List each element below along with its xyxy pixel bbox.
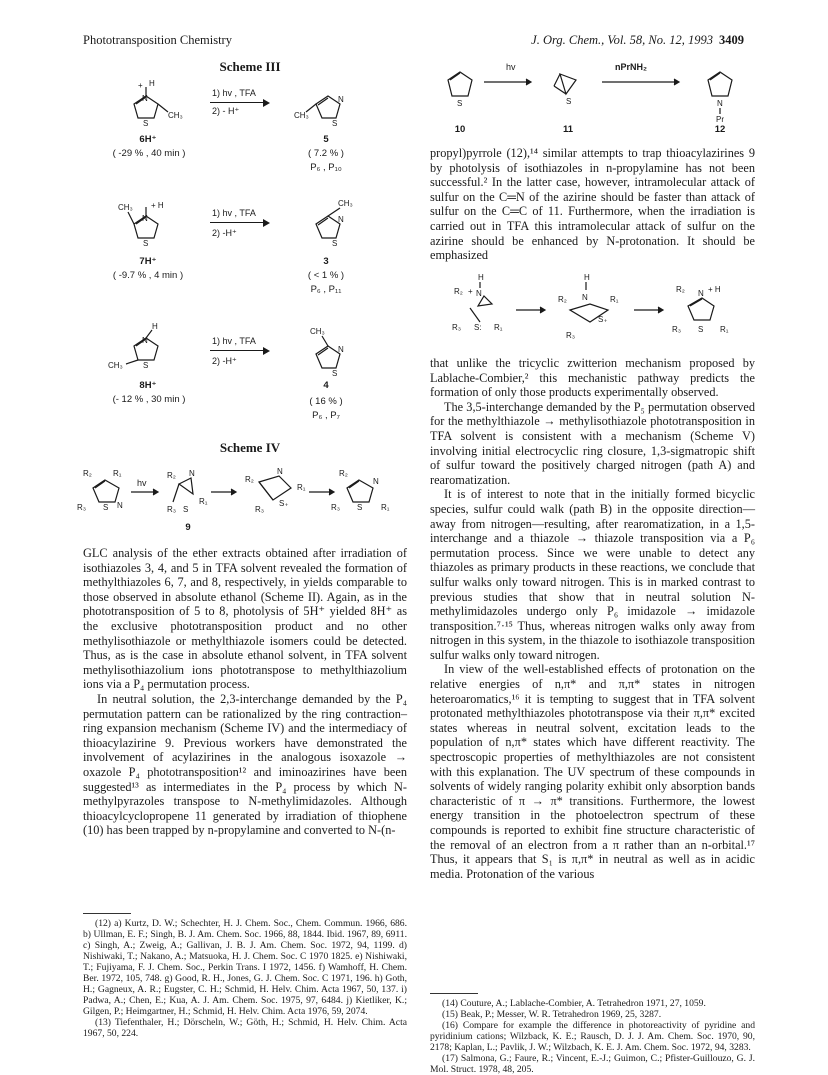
yield-8H-plus: (- 12 % , 30 min ) [112, 394, 186, 405]
label-9: 9 [185, 522, 191, 533]
svg-text:R₃: R₃ [452, 323, 462, 332]
footnotes-right [430, 998, 755, 1075]
structure-3 [292, 198, 362, 248]
label-5: 5 [323, 134, 329, 145]
svg-text:S₊: S₊ [598, 315, 608, 324]
svg-text:CH₃: CH₃ [108, 361, 123, 370]
svg-text:N: N [277, 467, 283, 476]
svg-text:CH₃: CH₃ [168, 111, 183, 120]
svg-text:R₁: R₁ [610, 295, 619, 304]
svg-text:R₂: R₂ [245, 475, 254, 484]
svg-text:N: N [476, 289, 482, 298]
svg-text:R₁: R₁ [720, 325, 729, 334]
svg-text:R₂: R₂ [558, 295, 567, 304]
scheme-iv-structures [77, 460, 408, 530]
scheme-iii-cond-1a: 1) hv , TFA [212, 88, 256, 98]
svg-text:N: N [338, 215, 344, 224]
right-paragraph: It is of interest to note that in the initially formed bicyclic species, sulfur could walk (path B) in the opposite direction—away from nitrogen—resulting, after rearomatization, in a 1,5-interchange and a thiazole → thiazole transposition via a P₆ permutation process. Since we were unable to detect any thiazoles as primary products in these reactions, we conclude that sulfur walks only toward nitrogen. This is in marked contrast to previous studies that show that in neutral solution N-methylimidazoles undergo only P₆ imidazole → imidazole transposition.⁷·¹⁵ Thus, whereas nitrogen walks only away from nitrogen in this system, in the thiazole to isothiazole transposition sulfur walks only toward nitrogen. [430, 487, 755, 662]
scheme-iii-arrow-3 [210, 350, 268, 351]
footnote: (17) Salmona, G.; Faure, R.; Vincent, E.-J.; Guimon, C.; Pfister-Guillouzo, G. J. Mol. Struct. 1978, 48, 205. [430, 1053, 755, 1075]
page-number: 3409 [719, 33, 744, 47]
structure-4 [292, 328, 362, 378]
svg-text:Pr: Pr [716, 115, 724, 124]
footnote: (16) Compare for example the difference in photoreactivity of pyridine and pyridinium cations; Wilzback, K. E.; Rausch, D. J. J. Am. Chem. Soc. 1970, 90, 2178; Kaplan, L.; Pavlik, J. W.; Wilzbach, K. E. J. Am. Chem. Soc. 1972, 94, 3283. [430, 1020, 755, 1053]
svg-text:N: N [117, 501, 123, 510]
svg-text:+: + [468, 287, 473, 296]
svg-text:R₃: R₃ [167, 505, 177, 514]
svg-text:CH₃: CH₃ [310, 327, 325, 336]
svg-text:N: N [338, 345, 344, 354]
svg-text:N: N [582, 293, 588, 302]
svg-text:R₃: R₃ [672, 325, 682, 334]
scheme-iii-cond-2a: 1) hv , TFA [212, 208, 256, 218]
svg-text:N: N [698, 289, 704, 298]
svg-text:S: S [143, 239, 149, 248]
yield-5: ( 7.2 % ) [308, 148, 344, 159]
label-3: 3 [323, 256, 329, 267]
footnote-rule-right [430, 993, 478, 994]
footnote-rule-left [83, 913, 131, 914]
svg-text:R₂: R₂ [676, 285, 685, 294]
left-paragraph: GLC analysis of the ether extracts obtained after irradiation of isothiazoles 3, 4, and 5 in TFA solvent revealed the formation of methylthiazoles 6, 7, and 8, respectively, in yields comparable to those observed in absolute ethanol (Scheme II). Again, as in the phototransposition of 5 to 8, photolysis of 5H⁺ yielded 8H⁺ as the exclusive phototransposition product and no other methylisothiazole or methylthiazole isomers could be detected. Thus, as is the case in absolute ethanol solvent, in TFA solvent methylisothiazolium ions phototranspose to methylthiazolium ions via a P₄ permutation process. [83, 546, 407, 692]
label-10: 10 [454, 124, 466, 135]
svg-text:R₂: R₂ [167, 471, 176, 480]
svg-text:S: S [143, 361, 149, 370]
svg-text:R₁: R₁ [297, 483, 306, 492]
footnote: (13) Tiefenthaler, H.; Dörscheln, W.; Göth, H.; Schmid, H. Helv. Chim. Acta 1967, 50, 224. [83, 1017, 407, 1039]
svg-text:H: H [149, 79, 155, 88]
scheme-iii-title: Scheme III [219, 59, 281, 74]
svg-text:R₁: R₁ [199, 497, 208, 506]
yield-3: ( < 1 % ) [307, 270, 345, 281]
yield-7H-plus: ( -9.7 % , 4 min ) [112, 270, 184, 281]
scheme-iii-cond-2b: 2) -H⁺ [212, 228, 237, 238]
label-4: 4 [323, 380, 329, 391]
running-head-right [531, 33, 744, 48]
svg-text:N: N [338, 95, 344, 104]
svg-text:S₊: S₊ [279, 499, 289, 508]
svg-text:CH₃: CH₃ [294, 111, 309, 120]
svg-text:H: H [152, 322, 158, 331]
protonated-azirine-scheme [440, 270, 750, 350]
thiophene-scheme [430, 56, 755, 126]
svg-text:CH₃: CH₃ [118, 203, 133, 212]
svg-text:N: N [142, 94, 148, 103]
scheme-iii-arrow-1 [210, 102, 268, 103]
svg-text:S: S [103, 503, 109, 512]
svg-text:R₁: R₁ [381, 503, 390, 512]
right-paragraph: In view of the well-established effects of protonation on the relative energies of n,π* and π,π* states in nitrogen heteroaromatics,¹⁶ it is tempting to suggest that in TFA solvent protonated methylthiazoles phototranspose via their π,π* excited states whereas in neutral solvent, excitation leads to the population of n,π* states which have different reactivity. The spectroscopic properties of methylthiazoles are not consistent with this explanation. The UV spectrum of these compounds in solvents of widely ranging polarity exhibit only absorption bands characteristic of π → π* transitions. Furthermore, the lowest energy transition in the photoelectron spectrum of these compounds is reported to exhibit fine structure characteristic of the removal of an electron from a π rather than an n-orbital.¹⁷ Thus, it appears that S₁ is π,π* in neutral as well as in acidic media. Protonation of the various [430, 662, 755, 881]
svg-text:N: N [189, 469, 195, 478]
footnotes-left [83, 918, 407, 1039]
svg-text:H: H [478, 273, 484, 282]
hv-label-top: hv [506, 62, 516, 72]
structure-8H-plus [108, 320, 188, 370]
label-11: 11 [562, 124, 574, 135]
svg-text:+ H: + H [151, 201, 164, 210]
svg-text:S: S [457, 99, 463, 108]
svg-text:N: N [142, 336, 148, 345]
scheme-iii-arrow-2 [210, 222, 268, 223]
svg-text:R₂: R₂ [454, 287, 463, 296]
left-column-text [83, 546, 407, 838]
structure-5 [292, 78, 362, 128]
svg-text:S:: S: [474, 323, 482, 332]
perm-3: P₆ , P₁₁ [310, 284, 342, 295]
right-column-text-top [430, 146, 755, 263]
svg-text:R₃: R₃ [566, 331, 576, 340]
structure-7H-plus [118, 198, 188, 248]
svg-text:R₂: R₂ [83, 469, 92, 478]
label-7H-plus: 7H⁺ [139, 256, 157, 267]
scheme-iii-cond-1b: 2) - H⁺ [212, 106, 240, 116]
yield-4: ( 16 % ) [309, 396, 343, 407]
scheme-iv-hv: hv [137, 478, 147, 488]
right-column-text-bottom [430, 356, 755, 881]
scheme-iii-cond-3a: 1) hv , TFA [212, 336, 256, 346]
scheme-iii-cond-3b: 2) -H⁺ [212, 356, 237, 366]
perm-5: P₆ , P₁₀ [310, 162, 342, 173]
svg-text:N: N [142, 214, 148, 223]
right-paragraph: The 3,5-interchange demanded by the P₅ permutation observed for the methylthiazole → methylisothiazole phototransposition in TFA solvent is consistent with a mechanism (Scheme V) involving initial electrocyclic ring closure, 1,3-sigmatropic shift of sulfur toward the positively charged nitrogen (path A) and rearomatization. [430, 399, 755, 487]
svg-text:S: S [143, 119, 149, 128]
svg-text:R₃: R₃ [77, 503, 87, 512]
reagent-label-top: nPrNH₂ [615, 62, 648, 72]
svg-text:R₃: R₃ [331, 503, 341, 512]
footnote: (15) Beak, P.; Messer, W. R. Tetrahedron 1969, 25, 3287. [442, 1009, 662, 1020]
svg-text:S: S [332, 239, 338, 248]
svg-text:S: S [566, 97, 572, 106]
footnote: (12) a) Kurtz, D. W.; Schechter, H. J. Chem. Soc., Chem. Commun. 1966, 686. b) Ullman, E. F.; Singh, B. J. Am. Chem. Soc. 1966, 88, 1844. Ibid. 1967, 89, 6911. c) Singh, A.; Zweig, A.; Gallivan, J. B. J. Am. Chem. Soc. 1972, 94, 1199. d) Nishiwaki, T.; Nakano, A.; Matsuoka, H. J. Chem. Soc. C 1970 1825. e) Nishiwaki, T.; Fujiyama, F. J. Chem. Soc., Perkin Trans. I 1972, 1456. f) Wamhoff, H. Chem. Ber. 1972, 105, 748. g) Good, R. H., Jones, G. J. Chem. Soc. C 1971, 196. h) Goth, H.; Gagneux, A. R.; Eugster, C. H.; Schmid, H. Helv. Chim. Acta 1967, 50, 137. i) Padwa, A.; Chen, E.; Kua, A. J. Am. Chem. Soc. 1975, 97, 6484. j) Kietliker, K.; Gilgen, P.; Heimgartner, H.; Schmid, H. Helv. Chim. Acta 1976, 59, 2074. [83, 918, 407, 1017]
structure-6H-plus [118, 78, 188, 128]
label-12: 12 [714, 124, 726, 135]
svg-text:R₁: R₁ [494, 323, 503, 332]
svg-text:N: N [717, 99, 723, 108]
svg-text:S: S [332, 119, 338, 128]
journal-citation: J. Org. Chem., Vol. 58, No. 12, 1993 [531, 33, 713, 47]
svg-text:S: S [698, 325, 704, 334]
svg-text:H: H [584, 273, 590, 282]
yield-6H-plus: ( -29 % , 40 min ) [112, 148, 186, 159]
svg-text:+: + [138, 81, 143, 90]
svg-text:CH₃: CH₃ [338, 199, 353, 208]
svg-text:R₃: R₃ [255, 505, 265, 514]
label-6H-plus: 6H⁺ [139, 134, 157, 145]
perm-4: P₆ , P₇ [312, 410, 340, 421]
svg-text:N: N [373, 477, 379, 486]
svg-text:R₂: R₂ [339, 469, 348, 478]
svg-text:S: S [357, 503, 363, 512]
svg-text:S: S [332, 369, 338, 378]
right-paragraph: propyl)pyrrole (12),¹⁴ similar attempts to trap thioacylazirines 9 by photolysis of isothiazoles in n-propylamine has not been successful.² In the latter case, however, intramolecular attack of sulfur on the C═N of the azirine should be faster than attack of sulfur on the C═C of 11. Furthermore, when the irradiation is carried out in TFA this intramolecular attack of sulfur on the azirine should be enhanced by N-protonation. It should be emphasized [430, 146, 755, 263]
scheme-iv-title: Scheme IV [219, 440, 281, 455]
footnote: (14) Couture, A.; Lablache-Combier, A. Tetrahedron 1971, 27, 1059. [442, 998, 706, 1009]
label-8H-plus: 8H⁺ [139, 380, 157, 391]
svg-text:S: S [183, 505, 189, 514]
right-paragraph: that unlike the tricyclic zwitterion mechanism proposed by Lablache-Combier,² this mechanistic pathway predicts the formation of only those products experimentally observed. [430, 356, 755, 400]
svg-text:+ H: + H [708, 285, 721, 294]
svg-text:R₁: R₁ [113, 469, 122, 478]
left-paragraph: In neutral solution, the 2,3-interchange demanded by the P₄ permutation pattern can be rationalized by the ring contraction–ring expansion mechanism (Scheme IV) and the intermediacy of thioacylazirine 9. Previous workers have demonstrated the involvement of acylazirines in the analogous isoxazole → oxazole P₄ phototransposition¹² and iminoazirines have been suggested¹³ as intermediates in the P₄ process by which N-methylpyrazoles transpose to N-methylimidazoles. Although thioacylcyclopropene 11 generated by irradiation of thiophene (10) has been trapped by n-propylamine and converted to N-(n- [83, 691, 407, 838]
running-head-left: Phototransposition Chemistry [83, 33, 232, 47]
